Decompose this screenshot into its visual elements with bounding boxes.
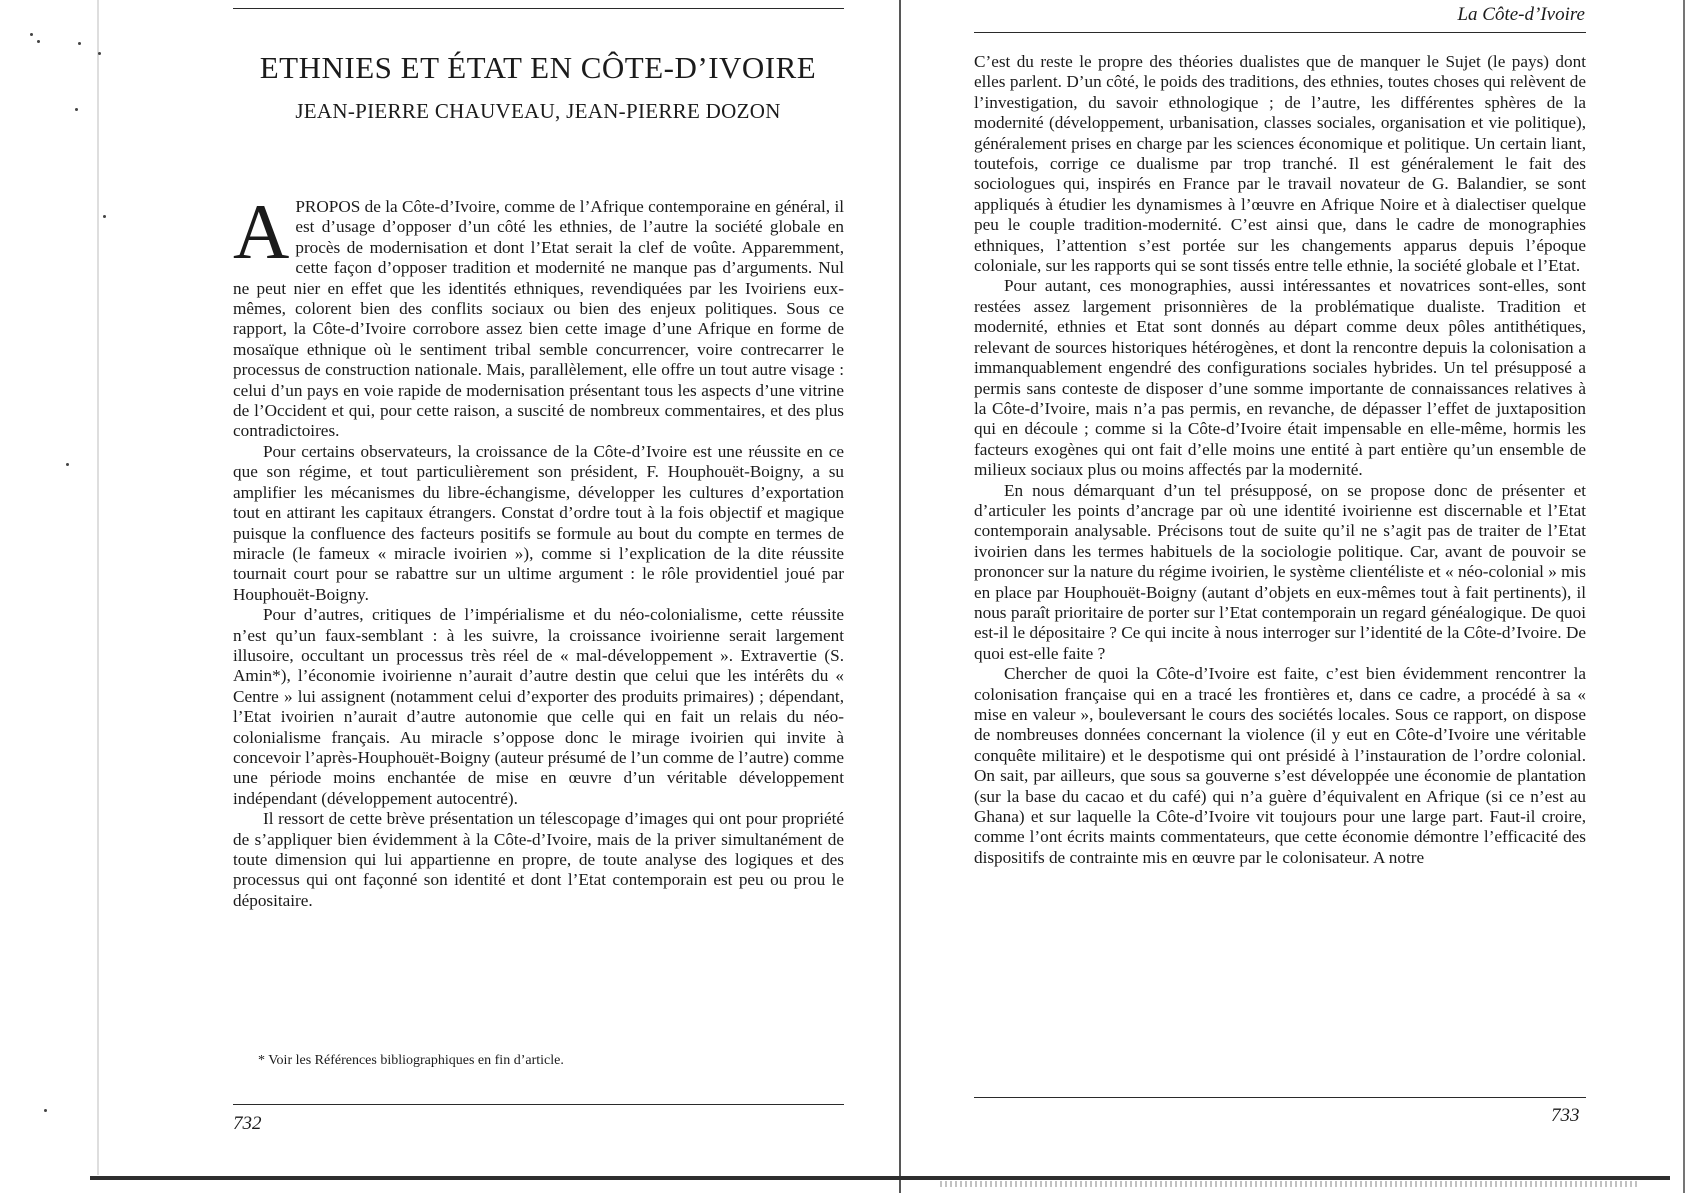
running-head: La Côte-d’Ivoire — [1457, 4, 1585, 25]
body-paragraph: Pour d’autres, critiques de l’impérialisme et du néo-colonialisme, cette réussite n’est qu’un faux-semblant : à les suivre, la croissance ivoirienne serait largement illusoire, occultant un processus très réel de « mal-développement ». Extravertie (S. Amin*), l’économie ivoirienne n’aurait d’autre destin que celui que les intérêts du « Centre » lui assignent (notamment celui d’exporter des produits primaires) ; dépendant, l’Etat ivoirien n’aurait d’autre autonomie que celle qui en fait un relais du néo-colonialisme français. Au miracle s’oppose donc le mirage ivoirien qui invite à concevoir l’après-Houphouët-Boigny (auteur présumé de l’un comme de l’autre) comme une période moins enchantée de mise en œuvre d’un véritable développement indépendant (développement autocentré). — [233, 605, 844, 808]
body-paragraph: Pour certains observateurs, la croissance de la Côte-d’Ivoire est une réussite en ce que son régime, et tout particulièrement son président, F. Houphouët-Boigny, a su amplifier les mécanismes du libre-échangisme, développer les cultures d’exportation tout en attirant les capitaux étrangers. Constat d’ordre tout à la fois objectif et magique puisque la confluence des facteurs positifs se formule au bout du compte en termes de miracle (le fameux « miracle ivoirien »), comme si l’explication de la dite réussite tournait court pour se rabattre sur un ultime argument : le rôle providentiel joué par Houphouët-Boigny. — [233, 441, 844, 604]
page-number: 732 — [233, 1113, 262, 1134]
body-paragraph: Il ressort de cette brève présentation un télescopage d’images qui ont pour propriété de s’appliquer bien évidemment à la Côte-d’Ivoire, mais de la priver simultanément de toute dimension qui lui appartienne en propre, de toute analyse des logiques et des processus qui ont façonné son identité et dont l’Etat contemporain est peu ou prou le dépositaire. — [233, 809, 844, 910]
page-number: 733 — [1551, 1105, 1580, 1126]
top-rule-right — [974, 32, 1586, 33]
body-paragraph: Chercher de quoi la Côte-d’Ivoire est faite, c’est bien évidemment rencontrer la colonisation française qui en a tracé les frontières et, dans ce cadre, a procédé à sa « mise en valeur », bouleversant le cours des sociétés locales. Sous ce rapport, on dispose de nombreuses données concernant la violence (il y eut en Côte-d’Ivoire une véritable conquête militaire) et le despotisme qui ont présidé à l’instauration de l’ordre colonial. On sait, par ailleurs, que sous sa gouverne s’est développée une économie de plantation (sur la base du cacao et du café) qui n’a guère d’équivalent en Afrique (si ce n’est au Ghana) et sur laquelle la Côte-d’Ivoire vit toujours pour une large part. Faut-il croire, comme l’ont écrits maints commentateurs, que cette économie démontre l’efficacité des dispositifs de contrainte mis en œuvre par le colonisateur. A notre — [974, 664, 1586, 867]
body-paragraph — [233, 188, 844, 442]
paragraph-text: PROPOS de la Côte-d’Ivoire, comme de l’Afrique contemporaine en général, il est d’usage d’opposer d’un côté les ethnies, de l’autre la société globale en procès de modernisation et dont l’Etat serait la clef de voûte. Apparemment, cette façon d’opposer tradition et modernité ne manque pas d’arguments. Nul ne peut nier en effet que les identités ethniques, revendiquées par les Ivoiriens eux-mêmes, colorent bien des conflits sociaux ou bien des enjeux politiques. Sous ce rapport, la Côte-d’Ivoire corrobore assez bien cette image d’une Afrique en forme de mosaïque ethnique où le sentiment tribal semble concurrencer, voire contrecarrer le processus de construction nationale. Mais, parallèlement, elle offre un tout autre visage : celui d’un pays en voie rapide de modernisation présentant tous les aspects d’une vitrine de l’Occident et qui, pour cette raison, a suscité de nombreux commentaires, et des plus contradictoires. — [233, 197, 844, 441]
body-paragraph: Pour autant, ces monographies, aussi intéressantes et novatrices sont-elles, sont restées assez largement prisonnières de la problématique dualiste. Tradition et modernité, ethnies et Etat sont donnés au départ comme deux pôles antithétiques, relevant de sources historiques hétérogènes, et dont la rencontre depuis la colonisation a immanquablement engendré des configurations sociales hybrides. Un tel présupposé a permis sans conteste de disposer d’une somme importante de connaissances relatives à la Côte-d’Ivoire, mais n’a pas permis, en revanche, de dépasser l’effet de juxtaposition qui en découle ; comme si la Côte-d’Ivoire était impensable en elle-même, hormis les facteurs exogènes qui ont fait d’elle moins une entité à part entière qu’un ensemble de milieux sociaux plus ou moins affectés par la modernité. — [974, 276, 1586, 480]
drop-cap: A — [233, 188, 290, 275]
article-authors: JEAN-PIERRE CHAUVEAU, JEAN-PIERRE DOZON — [295, 99, 781, 123]
footnote: * Voir les Références bibliographiques en fin d’article. — [258, 1053, 564, 1068]
top-rule-left — [233, 8, 844, 9]
body-paragraph: En nous démarquant d’un tel présupposé, on se propose donc de présenter et d’articuler les points d’ancrage par où une identité ivoirienne est discernable et l’Etat contemporain analysable. Précisons tout de suite qu’il ne s’agit pas de traiter de l’Etat ivoirien dans les termes habituels de la sociologie politique. Car, avant de pouvoir se prononcer sur la nature du régime ivoirien, le système clientéliste et « néo-colonial » mis en place par Houphouët-Boigny (autant d’objets en eux-mêmes tout à fait pertinents), il nous paraît prioritaire de porter sur l’Etat contemporain un regard généalogique. De quoi est-il le dépositaire ? Ce qui incite à nous interroger sur l’identité de la Côte-d’Ivoire. De quoi est-elle faite ? — [974, 480, 1586, 663]
right-page-body — [974, 52, 1586, 868]
article-title: ETHNIES ET ÉTAT EN CÔTE-D’IVOIRE — [259, 50, 817, 85]
footer-rule-right — [974, 1097, 1586, 1098]
footer-rule-left — [233, 1104, 844, 1105]
body-paragraph: C’est du reste le propre des théories dualistes que de manquer le Sujet (le pays) dont elles parlent. D’un côté, le poids des traditions, des ethnies, toutes choses qui relèvent de l’investigation, du savoir ethnologique ; de l’autre, les différentes sphères de la modernité (développement, urbanisation, classes sociales, organisation et vie politique), généralement prises en charge par les sciences économique et politique. Un certain liant, toutefois, corrige ce dualisme par trop tranché. Il est généralement le fait des sociologues qui, inspirés en France par le travail novateur de G. Balandier, se sont appliqués à étudier les dynamismes à l’œuvre en Afrique Noire et à dialectiser quelque peu le couple tradition-modernité. C’est ainsi que, dans le cadre de monographies ethniques, l’attention s’est portée sur les changements apparus depuis l’époque coloniale, sur les rapports qui se sont tissés entre telle ethnie, la société globale et l’Etat. — [974, 52, 1586, 276]
left-page-body — [233, 188, 844, 911]
